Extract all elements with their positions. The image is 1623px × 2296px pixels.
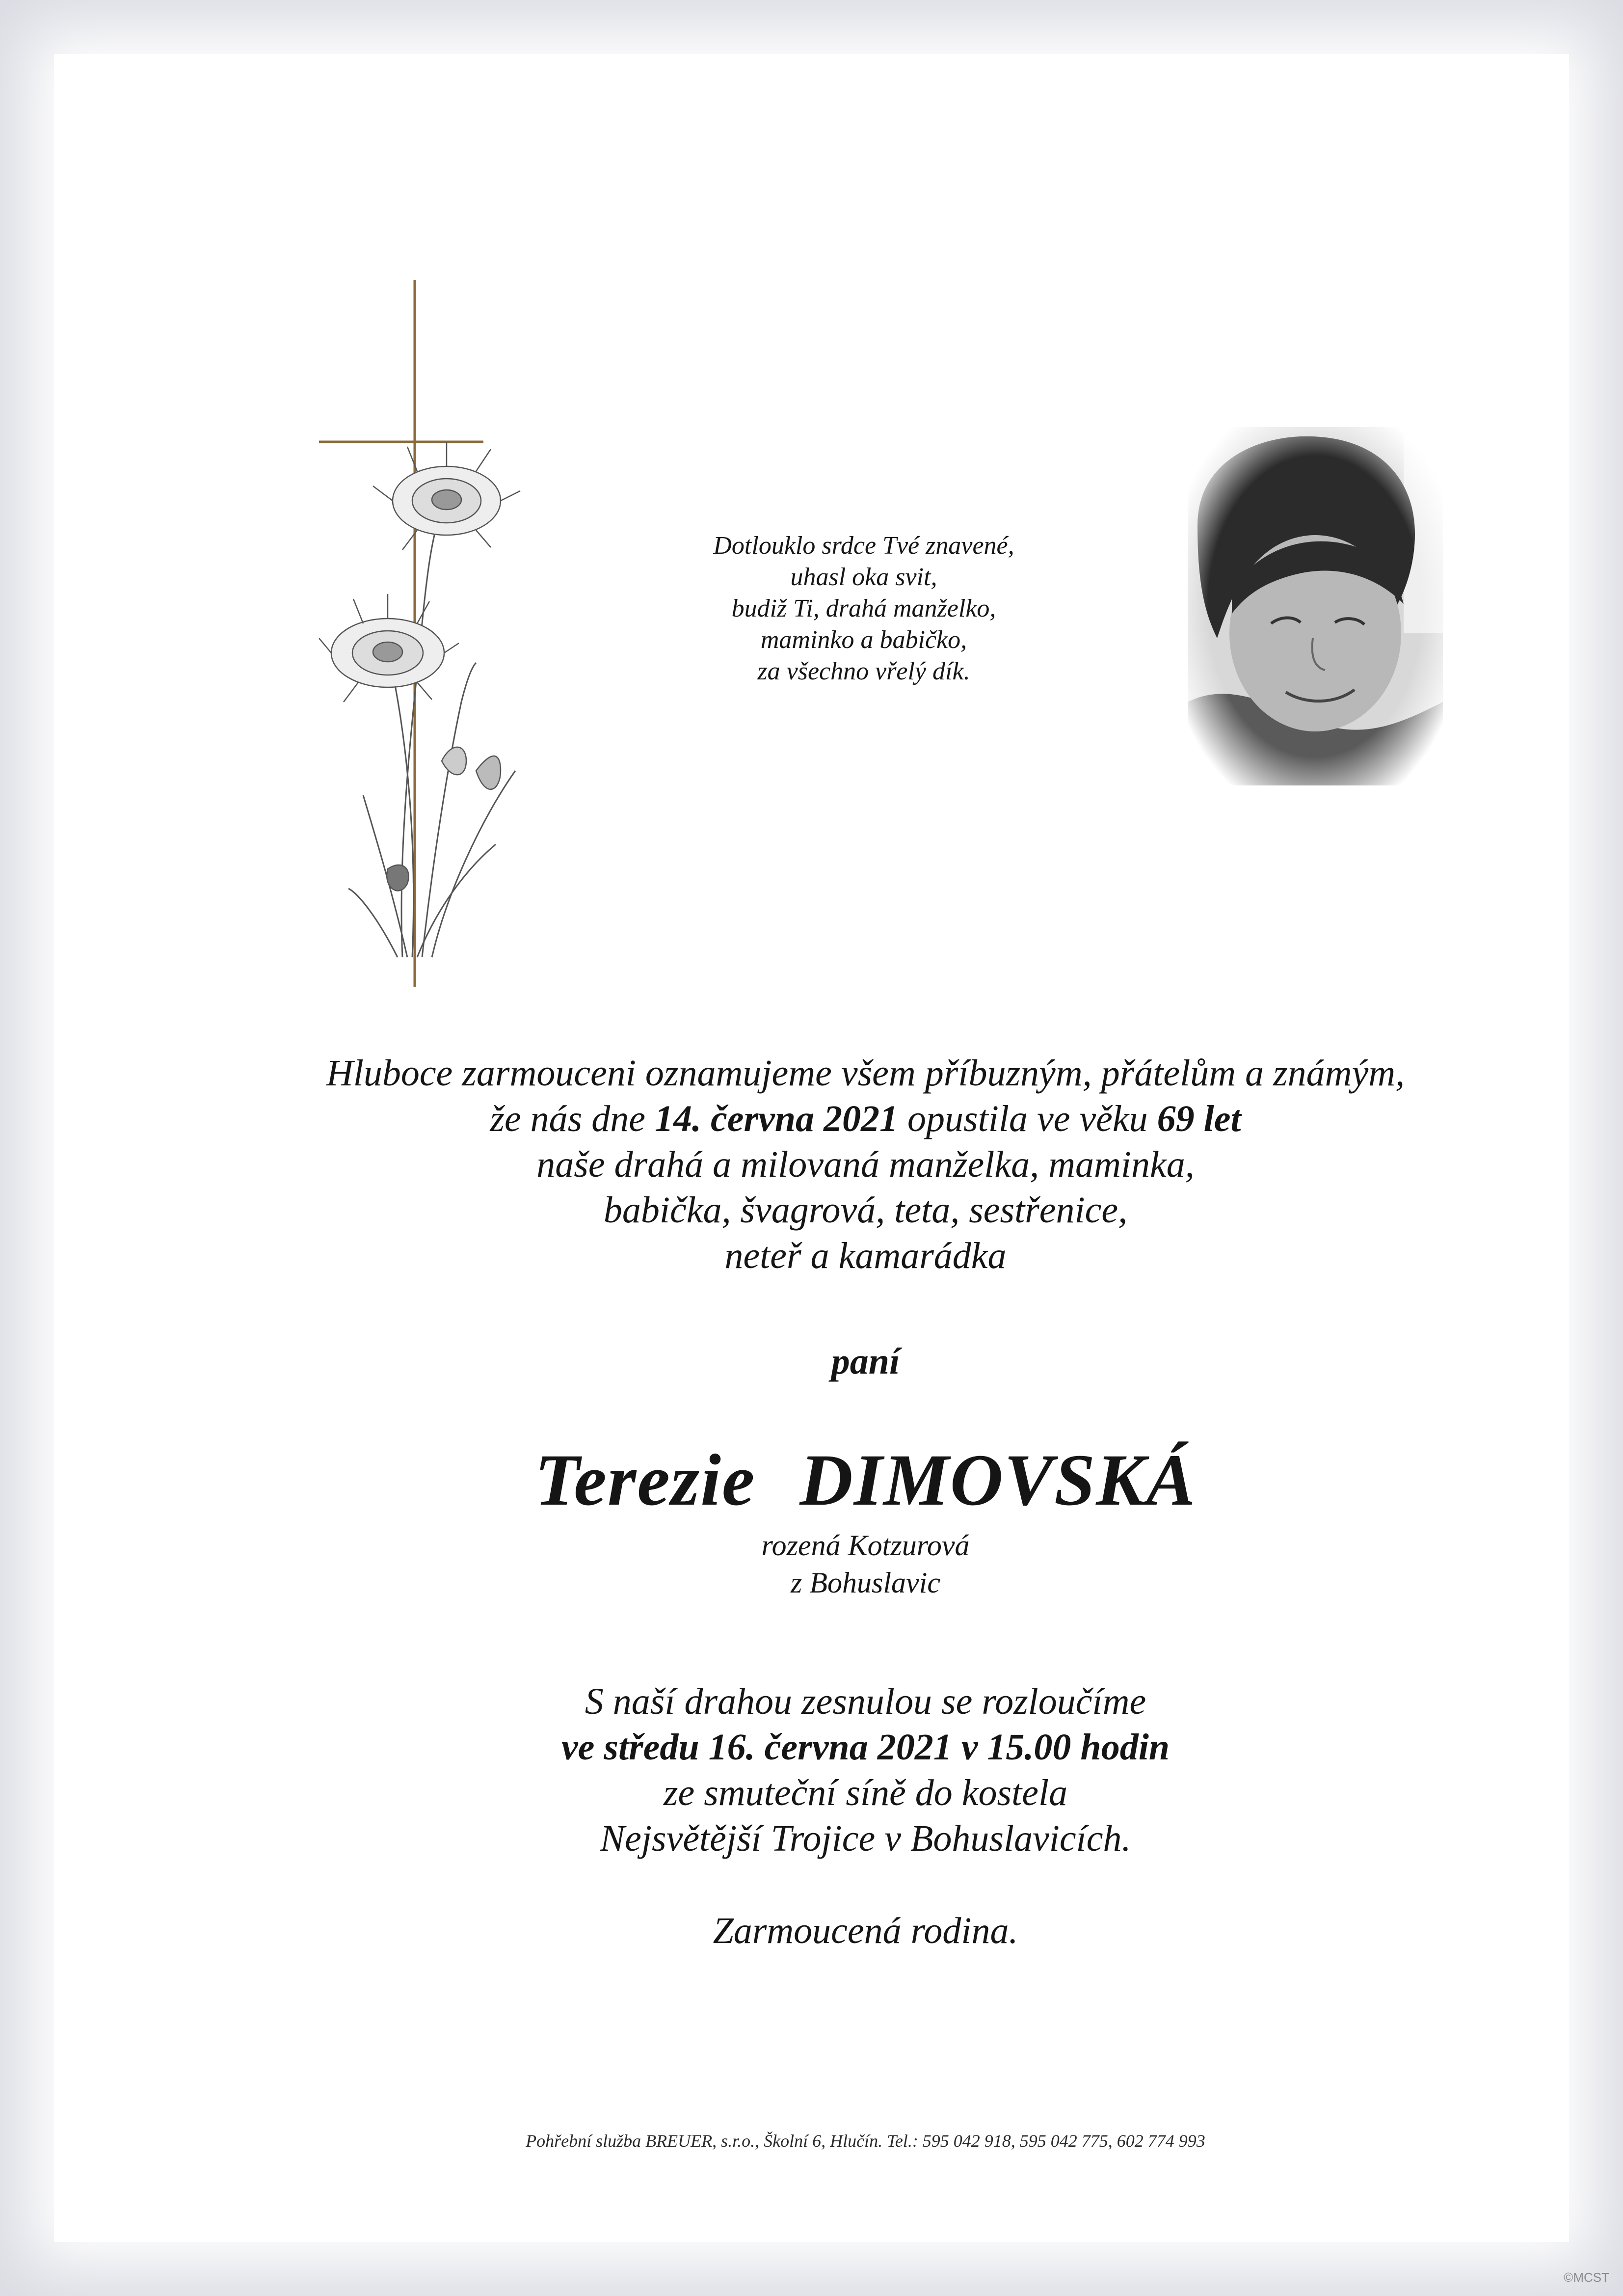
title-word: paní bbox=[831, 1341, 900, 1382]
verse-line: uhasl oka svit, bbox=[790, 563, 937, 591]
obituary-sheet bbox=[54, 54, 1569, 2242]
ceremony-info bbox=[201, 1679, 1530, 1862]
age: 69 let bbox=[1157, 1098, 1241, 1139]
cross-with-daisies-icon bbox=[319, 280, 530, 987]
funeral-service-footer: Pohřební služba BREUER, s.r.o., Školní 6, Hlučín. Tel.: 595 042 918, 595 042 775, 602 774 993 bbox=[526, 2131, 1205, 2151]
birth-info bbox=[201, 1527, 1530, 1601]
death-date: 14. června 2021 bbox=[655, 1098, 899, 1139]
announcement-line: neteř a kamarádka bbox=[724, 1235, 1007, 1276]
ceremony-line: ze smuteční síně do kostela bbox=[663, 1772, 1068, 1813]
verse-line: Dotlouklo srdce Tvé znavené, bbox=[713, 532, 1014, 560]
verse-line: za všechno vřelý dík. bbox=[757, 657, 970, 685]
family-signature: Zarmoucená rodina. bbox=[713, 1910, 1018, 1951]
verse-line: budiž Ti, drahá manželko, bbox=[731, 594, 996, 622]
announcement-text bbox=[201, 1051, 1530, 1279]
announcement-line bbox=[201, 1096, 1530, 1142]
origin: z Bohuslavic bbox=[791, 1567, 940, 1599]
birth-name: rozená Kotzurová bbox=[761, 1529, 970, 1562]
first-name: Terezie bbox=[534, 1439, 756, 1521]
announcement-text-part: že nás dne bbox=[490, 1098, 655, 1139]
ceremony-datetime: ve středu 16. června 2021 v 15.00 hodin bbox=[561, 1727, 1170, 1768]
announcement-text-part: opustila ve věku bbox=[898, 1098, 1157, 1139]
memorial-verse bbox=[648, 530, 1080, 687]
corner-mark: ©MCST bbox=[1564, 2270, 1609, 2285]
ceremony-line: Nejsvětější Trojice v Bohuslavicích. bbox=[600, 1818, 1131, 1859]
verse-line: maminko a babičko, bbox=[760, 626, 967, 654]
deceased-name bbox=[201, 1438, 1530, 1522]
ceremony-line: S naší drahou zesnulou se rozloučíme bbox=[585, 1681, 1146, 1722]
last-name: DIMOVSKÁ bbox=[799, 1439, 1197, 1521]
portrait-photo bbox=[1188, 427, 1443, 785]
announcement-line: naše drahá a milovaná manželka, maminka, bbox=[536, 1144, 1195, 1185]
announcement-line: babička, švagrová, teta, sestřenice, bbox=[603, 1189, 1128, 1231]
announcement-line: Hluboce zarmouceni oznamujeme všem příbuzným, přátelům a známým, bbox=[326, 1053, 1405, 1094]
